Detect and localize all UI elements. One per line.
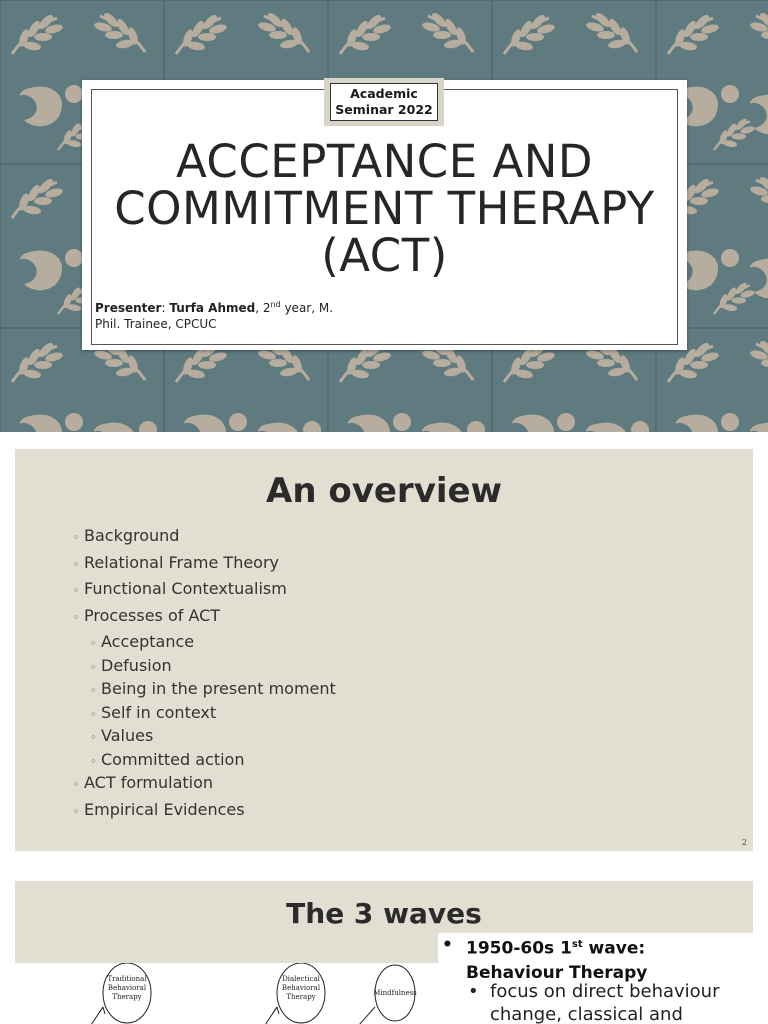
overview-item-text: Being in the present moment [101, 679, 336, 698]
presenter-name: Turfa Ahmed [169, 301, 256, 315]
presenter-label: Presenter [95, 301, 162, 315]
overview-item-text: Empirical Evidences [84, 799, 245, 819]
node1-line3: Therapy [112, 993, 142, 1001]
title-slide [0, 0, 768, 432]
bullet-icon: ◦ [73, 804, 80, 818]
node2-line1: Dialectical [282, 975, 320, 983]
wave1-sub-bullet [468, 980, 748, 1024]
badge-line-2: Seminar 2022 [335, 102, 433, 117]
badge-line-1: Academic [350, 86, 418, 101]
overview-item-text: ACT formulation [84, 773, 214, 792]
title-line-1: ACCEPTANCE AND [175, 135, 594, 188]
bullet-icon: ◦ [73, 778, 80, 791]
node2-line3: Therapy [286, 993, 316, 1001]
overview-subitem [73, 655, 336, 679]
node2-line2: Behavioral [281, 984, 321, 992]
overview-item-text: Processes of ACT [84, 605, 221, 625]
overview-subitem [73, 702, 336, 726]
bullet-icon: ◦ [73, 584, 80, 597]
bullet-icon: ◦ [73, 610, 80, 624]
presenter-year-suffix: year, M. [280, 301, 334, 315]
wave1-prefix: 1950-60s 1 [466, 938, 572, 959]
waves-title: The 3 waves [286, 897, 482, 930]
seminar-badge [324, 78, 444, 126]
overview-slide [15, 449, 753, 851]
bullet-icon: ◦ [90, 731, 97, 744]
overview-item-text: Committed action [101, 749, 245, 769]
bullet-icon: ◦ [73, 531, 80, 544]
presenter-year-prefix: , 2 [255, 301, 271, 315]
bullet-icon: ◦ [90, 707, 97, 721]
presenter-ordinal: nd [270, 300, 281, 309]
diagram-arrow-3 [359, 1007, 375, 1024]
bullet-icon: ◦ [90, 754, 97, 768]
wave1-bullet [442, 933, 746, 985]
overview-item-text: Self in context [101, 702, 217, 722]
presenter-info [95, 297, 333, 332]
seminar-badge-label [330, 83, 438, 121]
overview-item-text: Defusion [101, 655, 172, 675]
overview-item [73, 552, 336, 579]
presenter-affiliation: Phil. Trainee, CPCUC [95, 317, 217, 331]
waves-diagram [15, 963, 435, 1024]
overview-subitem [73, 678, 336, 702]
wave1-sub-text: focus on direct behaviour change, classical and [490, 981, 720, 1024]
wave1-suffix: wave: Behaviour Therapy [466, 938, 648, 983]
overview-item-text: Functional Contextualism [84, 579, 287, 598]
overview-item [73, 772, 336, 799]
overview-list [73, 525, 336, 825]
bullet-icon: ◦ [90, 660, 97, 674]
wave1-bullet-dot: • [442, 935, 453, 955]
overview-subitem [73, 749, 336, 773]
waves-text-box [438, 933, 753, 1024]
overview-item [73, 799, 336, 826]
diagram-node-traditional [103, 963, 151, 1023]
overview-subitem [73, 725, 336, 749]
bullet-icon: ◦ [90, 637, 97, 650]
presenter-colon: : [161, 301, 170, 315]
overview-item-text: Relational Frame Theory [84, 552, 280, 572]
node1-line1: Traditional [107, 975, 147, 983]
bullet-icon: ◦ [73, 557, 80, 571]
three-waves-slide [15, 881, 753, 1024]
node1-line2: Behavioral [107, 984, 147, 992]
title-line-2: COMMITMENT THERAPY [114, 182, 655, 235]
diagram-node-mindfulness [373, 965, 417, 1021]
wave1-sub-bullet-dot: • [468, 981, 479, 1002]
presentation-title [82, 135, 687, 282]
overview-item [73, 578, 336, 605]
title-card [82, 80, 687, 350]
overview-title: An overview [266, 471, 502, 511]
title-line-3: (ACT) [321, 229, 448, 282]
overview-item [73, 525, 336, 552]
bullet-icon: ◦ [90, 684, 97, 697]
page-number: 2 [741, 838, 747, 847]
wave1-ordinal: st [571, 939, 583, 950]
overview-item-text: Acceptance [101, 632, 195, 651]
overview-item-text: Background [84, 526, 180, 545]
overview-subitem [73, 631, 336, 655]
diagram-node-dialectical [277, 963, 325, 1023]
overview-item [73, 605, 336, 632]
node3-line1: Mindfulness [373, 989, 417, 997]
overview-item-text: Values [101, 726, 154, 745]
